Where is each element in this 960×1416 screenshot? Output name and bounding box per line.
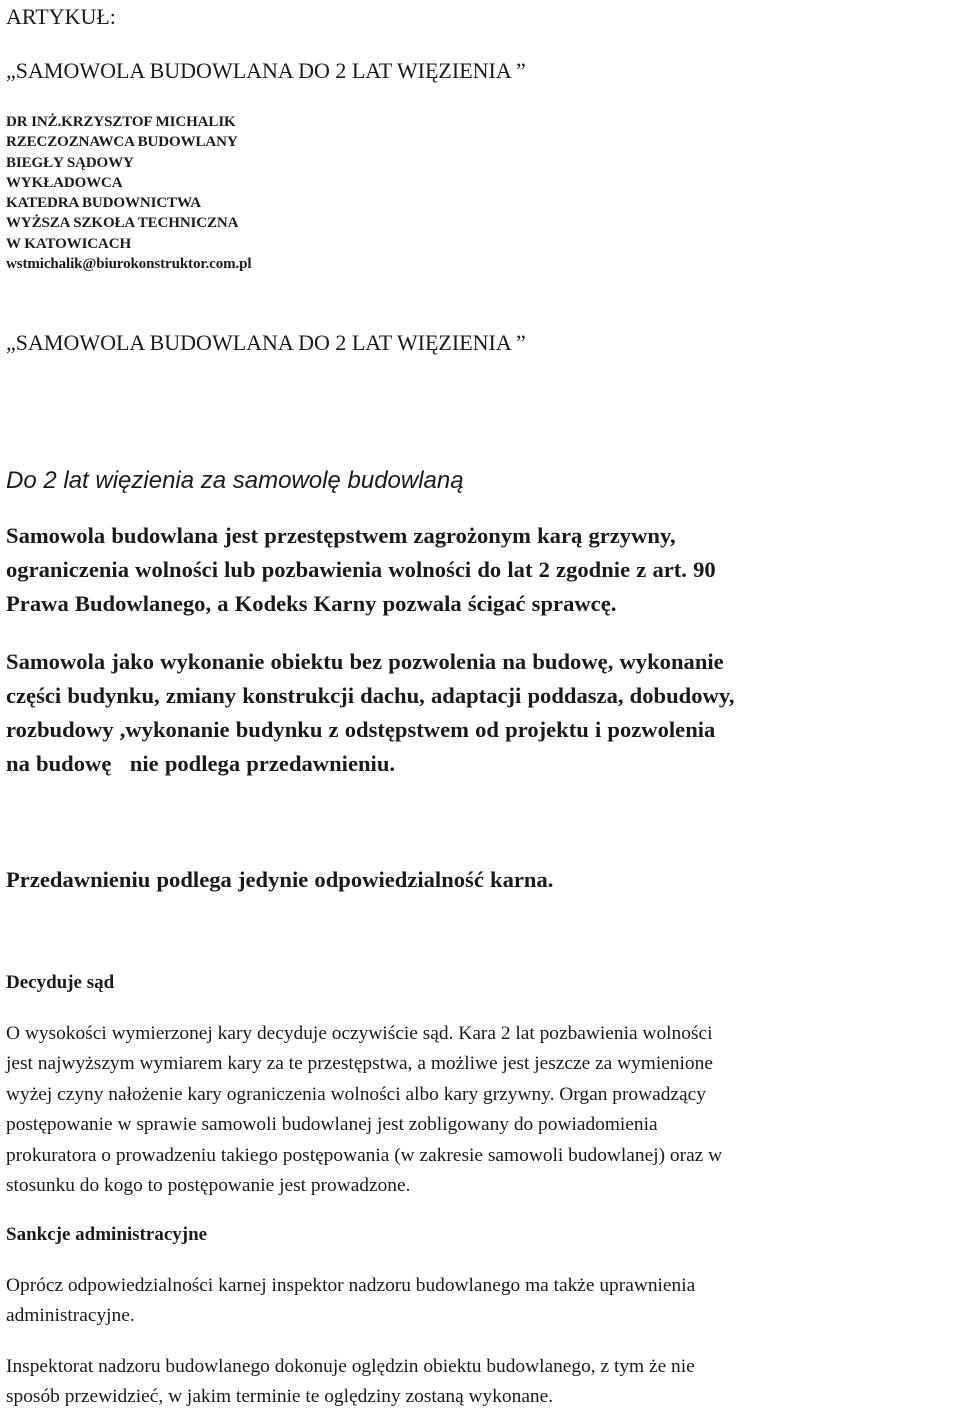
paragraph-line: części budynku, zmiany konstrukcji dachu, adaptacji poddasza, dobudowy, xyxy=(6,683,735,708)
section-heading-sankcje: Sankcje administracyjne xyxy=(6,1224,208,1245)
paragraph-line: stosunku do kogo to postępowanie jest prowadzone. xyxy=(6,1175,411,1197)
author-school: WYŻSZA SZKOŁA TECHNICZNA xyxy=(6,215,239,232)
author-department: KATEDRA BUDOWNICTWA xyxy=(6,195,201,212)
article-subtitle: Do 2 lat więzienia za samowolę budowlaną xyxy=(6,467,464,494)
author-role: BIEGŁY SĄDOWY xyxy=(6,154,134,171)
paragraph-sankcje xyxy=(6,1271,954,1332)
paragraph-line: Prawa Budowlanego, a Kodeks Karny pozwala ścigać sprawcę. xyxy=(6,591,617,616)
article-label: ARTYKUŁ: xyxy=(6,4,116,29)
paragraph-line: ograniczenia wolności lub pozbawienia wolności do lat 2 zgodnie z art. 90 xyxy=(6,557,716,582)
paragraph-line: rozbudowy ,wykonanie budynku z odstępstwem od projektu i pozwolenia xyxy=(6,717,716,742)
paragraph-line: Oprócz odpowiedzialności karnej inspektor nadzoru budowlanego ma także uprawnienia xyxy=(6,1275,696,1296)
paragraph-line: Inspektorat nadzoru budowlanego dokonuje oględzin obiektu budowlanego, z tym że nie xyxy=(6,1356,695,1377)
paragraph-line: Samowola jako wykonanie obiektu bez pozwolenia na budowę, wykonanie xyxy=(6,649,724,674)
paragraph-line: administracyjne. xyxy=(6,1305,135,1327)
paragraph-line: jest najwyższym wymiarem kary za te przestępstwa, a możliwe jest jeszcze za wymienione xyxy=(6,1053,713,1075)
article-title: „SAMOWOLA BUDOWLANA DO 2 LAT WIĘZIENIA ” xyxy=(6,330,526,355)
paragraph-line: postępowanie w sprawie samowoli budowlanej jest zobligowany do powiadomienia xyxy=(6,1114,658,1136)
author-block xyxy=(6,112,252,274)
article-header-title: „SAMOWOLA BUDOWLANA DO 2 LAT WIĘZIENIA ” xyxy=(6,58,526,83)
author-email: wstmichalik@biurokonstruktor.com.pl xyxy=(6,256,252,273)
paragraph-line: na budowę nie podlega przedawnieniu. xyxy=(6,751,396,776)
paragraph-intro xyxy=(6,519,954,621)
author-role: RZECZOZNAWCA BUDOWLANY xyxy=(6,134,238,151)
paragraph-samowola xyxy=(6,645,954,781)
author-city: W KATOWICACH xyxy=(6,235,132,252)
author-role: WYKŁADOWCA xyxy=(6,174,123,191)
paragraph-decyduje-sad xyxy=(6,1019,954,1201)
paragraph-line: prokuratora o prowadzeniu takiego postępowania (w zakresie samowoli budowlanej) oraz w xyxy=(6,1144,723,1166)
paragraph-inspektorat xyxy=(6,1352,954,1413)
paragraph-line: Samowola budowlana jest przestępstwem zagrożonym karą grzywny, xyxy=(6,523,676,548)
section-heading-decyduje-sad: Decyduje sąd xyxy=(6,972,115,993)
paragraph-przedawnienie: Przedawnieniu podlega jedynie odpowiedzialność karna. xyxy=(6,867,554,892)
paragraph-line: O wysokości wymierzonej kary decyduje oczywiście sąd. Kara 2 lat pozbawienia wolności xyxy=(6,1023,713,1044)
paragraph-line: wyżej czyny nałożenie kary ograniczenia wolności albo kary grzywny. Organ prowadzący xyxy=(6,1083,706,1105)
paragraph-line: sposób przewidzieć, w jakim terminie te oględziny zostaną wykonane. xyxy=(6,1386,554,1408)
author-name: DR INŻ.KRZYSZTOF MICHALIK xyxy=(6,114,236,130)
